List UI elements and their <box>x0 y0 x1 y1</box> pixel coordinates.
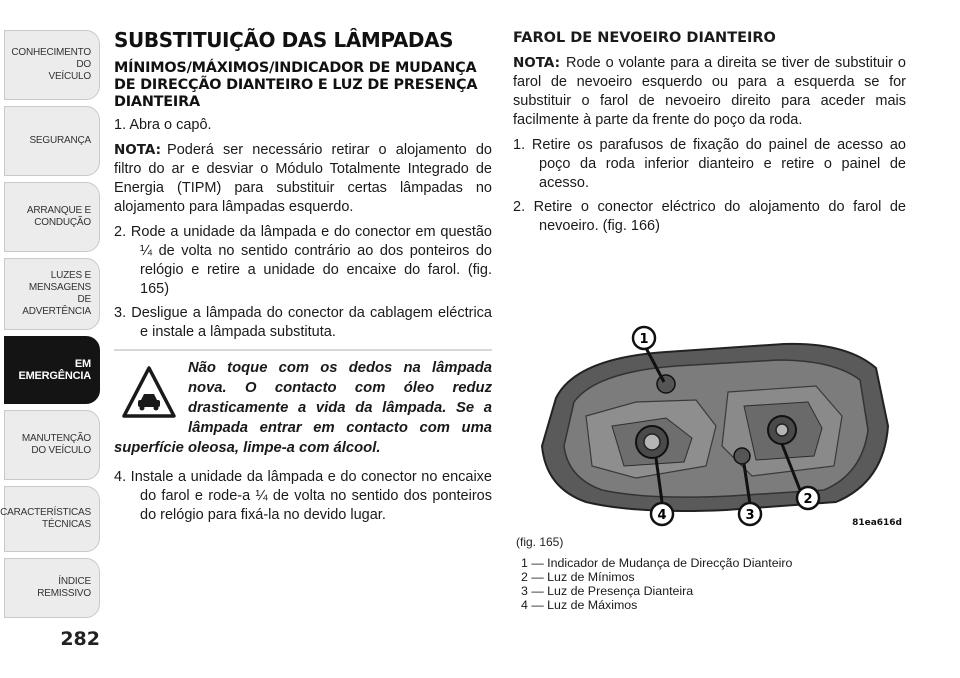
tab-label: MANUTENÇÃO DO VEÍCULO <box>21 433 91 456</box>
bulb-socket-turn <box>657 375 675 393</box>
tab-luzes-e-mensagens[interactable] <box>4 258 100 330</box>
note-paragraph <box>513 54 906 130</box>
callout-4 <box>651 503 673 525</box>
fog-step-2: 2. Retire o conector eléctrico do alojamento do farol de nevoeiro. (fig. 166) <box>513 199 906 234</box>
note-label: NOTA: <box>114 142 162 158</box>
svg-text:2: 2 <box>803 492 813 507</box>
figure-code: 81ea616d <box>852 518 902 528</box>
divider <box>114 349 492 351</box>
callout-3 <box>739 503 761 525</box>
step-4: 4. Instale a unidade da lâmpada e do conector no encaixe do farol e rode-a ¼ de volta no sentido dos ponteiros do relógio para fixá-la no devido lugar. <box>114 469 492 523</box>
legend-item: 1 — Indicador de Mudança de Direcção Dianteiro <box>521 556 793 570</box>
tab-seguranca[interactable] <box>4 106 100 176</box>
tab-em-emergencia[interactable] <box>4 336 100 404</box>
tab-arranque-e-conducao[interactable] <box>4 182 100 252</box>
warning-text: Não toque com os dedos na lâmpada nova. O contacto com óleo reduz drasticamente a vida da lâmpada. Se a lâmpada entrar em contacto com uma superfície oleosa, limpe-a com álcool. <box>114 360 492 456</box>
section-title: SUBSTITUIÇÃO DAS LÂMPADAS <box>114 28 454 52</box>
step-1: 1. Abra o capô. <box>114 117 212 133</box>
tab-label: CONHECIMENTO DO VEÍCULO <box>11 47 91 82</box>
legend-item: 3 — Luz de Presença Dianteira <box>521 584 694 598</box>
tab-indice-remissivo[interactable] <box>4 558 100 618</box>
left-column <box>114 28 492 530</box>
svg-text:4: 4 <box>657 508 667 523</box>
tab-label: ARRANQUE E CONDUÇÃO <box>26 205 91 228</box>
callout-1 <box>633 327 655 349</box>
legend-item: 2 — Luz de Mínimos <box>521 570 635 584</box>
legend-item: 4 — Luz de Máximos <box>521 598 638 612</box>
headlamp-illustration <box>516 306 908 530</box>
warning-block <box>114 352 492 458</box>
fog-light-title: FAROL DE NEVOEIRO DIANTEIRO <box>513 30 776 46</box>
tab-label: CARACTERÍSTICAS TÉCNICAS <box>0 507 91 530</box>
right-column <box>513 30 906 241</box>
step-3: 3. Desligue a lâmpada do conector da cablagem eléctrica e instale a lâmpada substituta. <box>114 305 492 340</box>
callout-2 <box>797 487 819 509</box>
note-label: NOTA: <box>513 55 561 71</box>
svg-text:3: 3 <box>745 508 755 523</box>
note-text: Rode o volante para a direita se tiver de substituir o farol de nevoeiro esquerdo ou para a esquerda se for substituir o farol de nevoeiro direito para aceder mais facilmente à parte da frente do poço da roda. <box>513 55 906 128</box>
tab-label: ÍNDICE REMISSIVO <box>37 576 91 599</box>
warning-triangle-icon <box>122 366 176 418</box>
figure-legend <box>521 556 792 612</box>
fog-step-1: 1. Retire os parafusos de fixação do painel de acesso ao poço da roda inferior dianteiro e retire o painel de acesso. <box>513 137 906 191</box>
note-text: Poderá ser necessário retirar o alojamento do filtro do ar e desviar o Módulo Totalmente Integrado de Energia (TIPM) para substituir certas lâmpadas no alojamento para lâmpadas esquerdo. <box>114 142 492 215</box>
figure-caption: (fig. 165) <box>516 535 564 549</box>
note-paragraph <box>114 141 492 217</box>
tab-manutencao-do-veiculo[interactable] <box>4 410 100 480</box>
chapter-tabs <box>0 0 102 678</box>
svg-text:1: 1 <box>639 332 649 347</box>
page-number: 282 <box>60 628 100 650</box>
tab-label: SEGURANÇA <box>29 135 91 146</box>
subsection-title: MÍNIMOS/MÁXIMOS/INDICADOR DE MUDANÇA DE DIRECÇÃO DIANTEIRO E LUZ DE PRESENÇA DIANTEIRA <box>114 60 478 110</box>
step-2: 2. Rode a unidade da lâmpada e do conector em questão ¼ de volta no sentido contrário ao dos ponteiros do relógio e retire a unidade do encaixe do farol. (fig. 165) <box>114 224 492 297</box>
tab-caracteristicas-tecnicas[interactable] <box>0 486 100 552</box>
tab-label: LUZES E MENSAGENS DE ADVERTÊNCIA <box>22 270 91 317</box>
bulb-socket-front-position <box>734 448 750 464</box>
headlamp-figure <box>516 306 908 530</box>
tab-conhecimento-do-veiculo[interactable] <box>4 30 100 100</box>
tab-label: EM EMERGÊNCIA <box>18 358 91 382</box>
